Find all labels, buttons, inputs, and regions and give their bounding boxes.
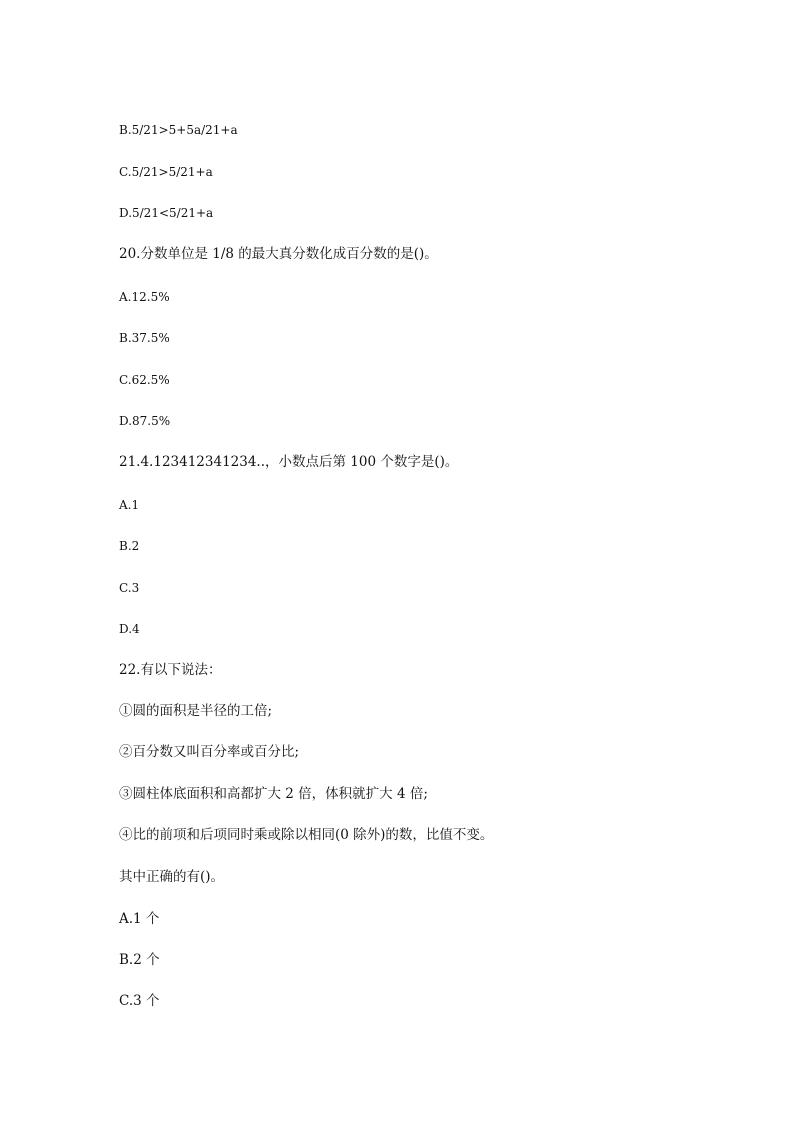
q22-question: 其中正确的有()。 [119, 869, 225, 885]
q20-option-b: B.37.5% [119, 331, 170, 345]
q21-option-b: B.2 [119, 539, 140, 553]
q20-option-d: D.87.5% [119, 414, 171, 428]
q21-stem: 21.4.123412341234..，小数点后第 100 个数字是()。 [119, 454, 459, 470]
q22-option-b: B.2 个 [119, 952, 160, 968]
q20-option-a: A.12.5% [119, 290, 170, 304]
q20-stem: 20.分数单位是 1/8 的最大真分数化成百分数的是()。 [119, 246, 438, 262]
q22-statement-1: ①圆的面积是半径的工倍; [119, 703, 273, 719]
q21-option-a: A.1 [119, 498, 140, 512]
q22-stem: 22.有以下说法： [119, 662, 222, 678]
q21-option-d: D.4 [119, 622, 140, 636]
q19-option-d: D.5/21<5/21+a [119, 206, 214, 220]
q22-option-a: A.1 个 [119, 911, 160, 927]
q20-option-c: C.62.5% [119, 373, 170, 387]
q19-option-b: B.5/21>5+5a/21+a [119, 123, 238, 137]
q22-statement-3: ③圆柱体底面积和高都扩大 2 倍，体积就扩大 4 倍; [119, 786, 428, 802]
q22-statement-2: ②百分数又叫百分率或百分比; [119, 744, 300, 760]
q22-option-c: C.3 个 [119, 993, 160, 1009]
q19-option-c: C.5/21>5/21+a [119, 165, 213, 179]
q22-statement-4: ④比的前项和后项同时乘或除以相同(0 除外)的数，比值不变。 [119, 827, 494, 843]
q21-option-c: C.3 [119, 581, 140, 595]
